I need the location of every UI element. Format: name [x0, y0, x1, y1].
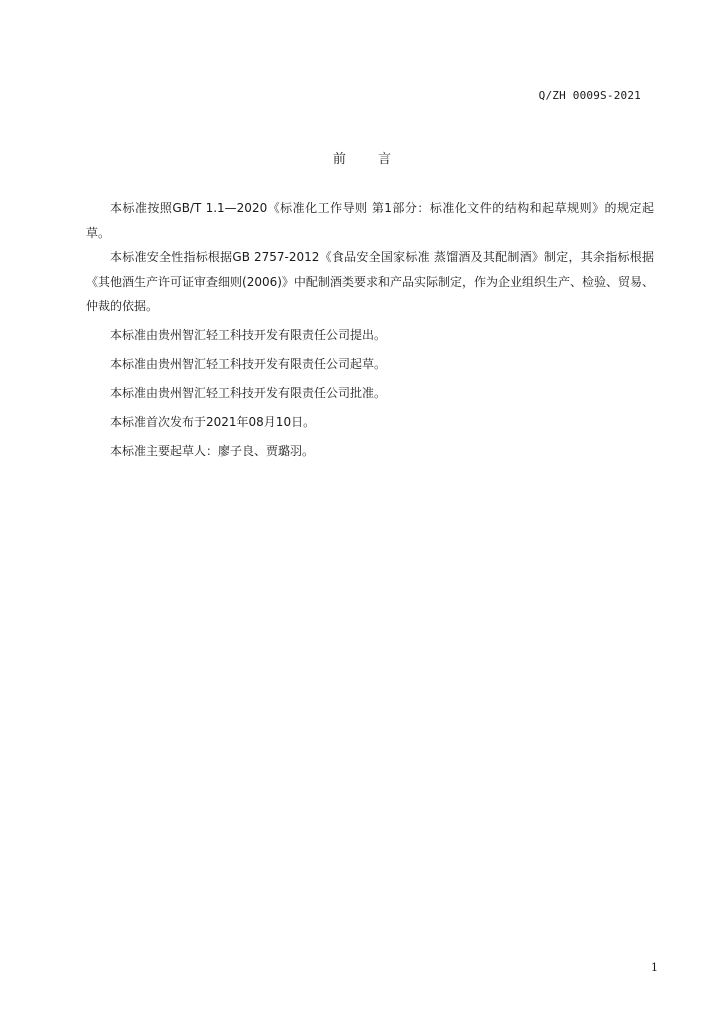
paragraph-drafters: 本标准主要起草人：廖子良、贾璐羽。: [110, 444, 315, 458]
paragraph-drafted-by: 本标准由贵州智汇轻工科技开发有限责任公司起草。: [110, 357, 387, 371]
page-number: 1: [651, 961, 658, 974]
paragraph-approved-by: 本标准由贵州智汇轻工科技开发有限责任公司批准。: [110, 386, 387, 400]
paragraph-proposed-by: 本标准由贵州智汇轻工科技开发有限责任公司提出。: [110, 328, 387, 342]
foreword-body: [86, 196, 654, 464]
paragraph-safety-basis: 本标准安全性指标根据GB 2757-2012《食品安全国家标准 蒸馏酒及其配制酒》制定，其余指标根据《其他酒生产许可证审查细则(2006)》中配制酒类要求和产品实际制定，作为企业组织生产、检验、贸易、仲裁的依据。: [86, 250, 654, 313]
document-code: Q/ZH 0009S-2021: [538, 89, 641, 102]
paragraph-first-release: 本标准首次发布于2021年08月10日。: [110, 415, 316, 429]
section-title: 前 言: [332, 152, 406, 167]
paragraph-drafting-rule: 本标准按照GB/T 1.1—2020《标准化工作导则 第1部分：标准化文件的结构和起草规则》的规定起草。: [86, 201, 654, 240]
